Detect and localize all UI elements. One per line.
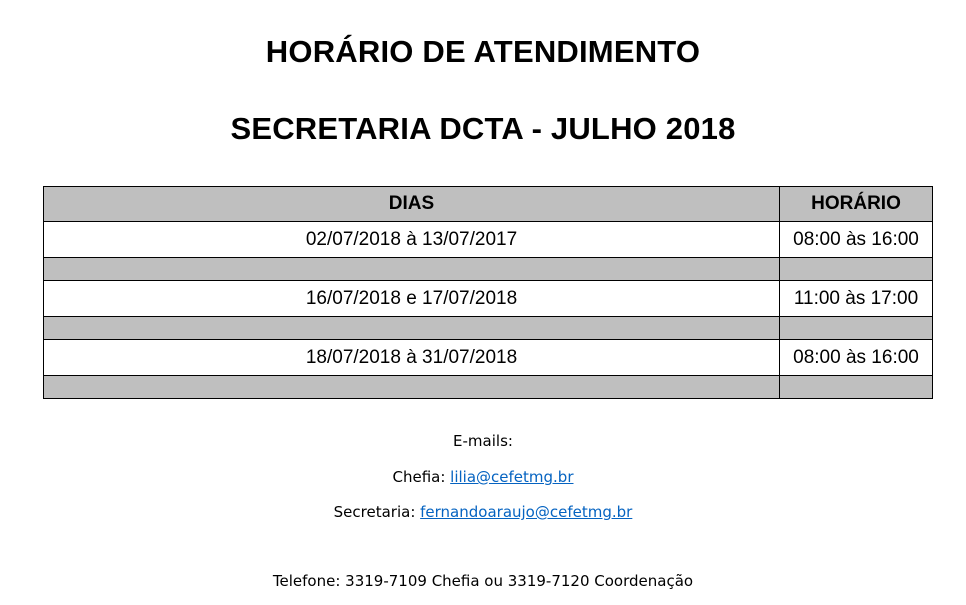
cell-dias: 02/07/2018 à 13/07/2017	[44, 222, 780, 258]
cell-horario: 08:00 às 16:00	[780, 340, 933, 376]
table-row	[44, 222, 933, 258]
cell-horario: 08:00 às 16:00	[780, 222, 933, 258]
page-subtitle: SECRETARIA DCTA - JULHO 2018	[230, 111, 736, 146]
column-header-horario: HORÁRIO	[780, 187, 933, 222]
secretaria-contact	[0, 502, 966, 522]
table-spacer-row	[44, 258, 933, 281]
chefia-email-link[interactable]: lilia@cefetmg.br	[450, 468, 574, 486]
chefia-contact	[0, 467, 966, 487]
table-spacer-row	[44, 376, 933, 399]
spacer-cell	[780, 317, 933, 340]
spacer-cell	[44, 317, 780, 340]
table-row	[44, 281, 933, 317]
cell-horario: 11:00 às 17:00	[780, 281, 933, 317]
emails-label: E-mails:	[453, 432, 513, 450]
spacer-cell	[44, 376, 780, 399]
schedule-table	[43, 186, 933, 399]
phone-line: Telefone: 3319-7109 Chefia ou 3319-7120 Coordenação	[272, 572, 694, 590]
cell-dias: 18/07/2018 à 31/07/2018	[44, 340, 780, 376]
cell-dias: 16/07/2018 e 17/07/2018	[44, 281, 780, 317]
column-header-dias: DIAS	[44, 187, 780, 222]
spacer-cell	[44, 258, 780, 281]
table-row	[44, 340, 933, 376]
secretaria-label: Secretaria:	[333, 503, 421, 521]
spacer-cell	[780, 258, 933, 281]
spacer-cell	[780, 376, 933, 399]
table-spacer-row	[44, 317, 933, 340]
secretaria-email-link[interactable]: fernandoaraujo@cefetmg.br	[420, 503, 633, 521]
table-header-row	[44, 187, 933, 222]
page-title: HORÁRIO DE ATENDIMENTO	[265, 34, 701, 69]
chefia-label: Chefia:	[392, 468, 451, 486]
